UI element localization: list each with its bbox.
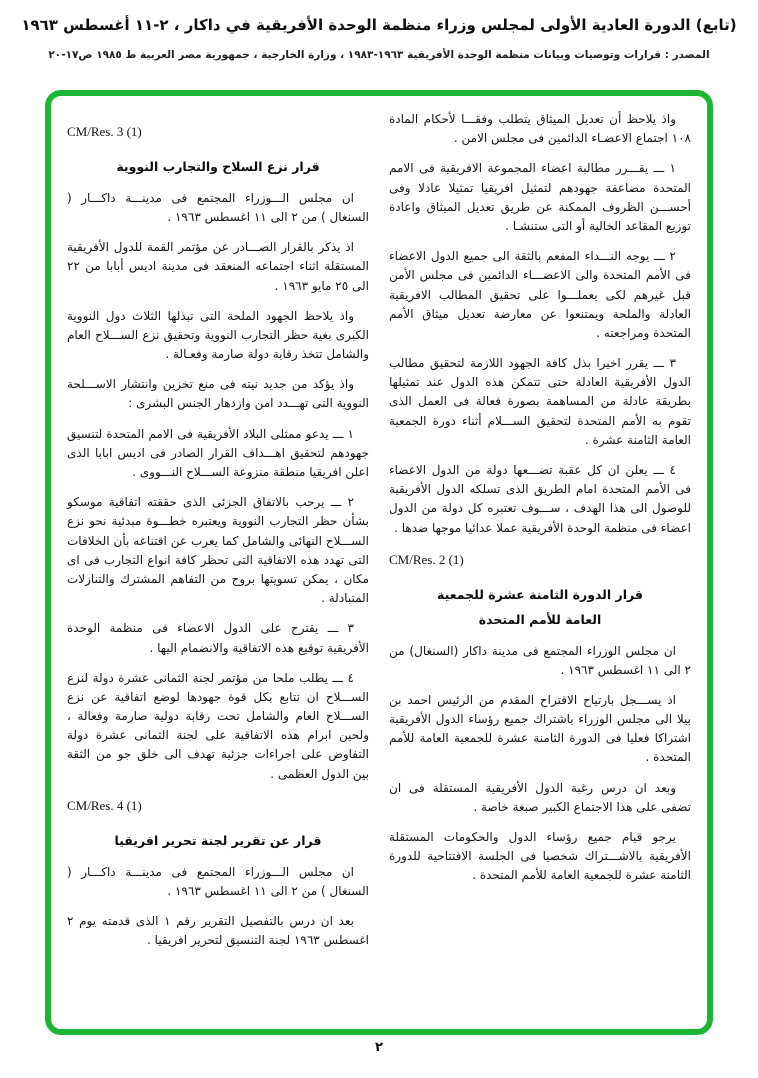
resolution-code: CM/Res. 4 (1) xyxy=(67,797,142,813)
paragraph: اذ يســـجل بارتياح الاقتراح المقدم من الرئيس احمد بن بيلا الى مجلس الوزراء باشتراك جميع رؤساء الدول الأفريقية اشتراكا فعليا فى الدورة الثامنة عشرة للجمعية العامة للأمم المتحدة . xyxy=(389,692,691,765)
paragraph: ٤ ـــ يعلن ان كل عقبة تضـــعها دولة من الدول الاعضاء فى الأمم المتحدة امام الطريق الذى تسلكه الدول الأفريقية للوصول الى هذا الهدف ، ســـوف تعتبره كل دولة من الدول اعضاء فى منظمة الوحدة الأفريقية عملا عدائيا موجها ضدها . xyxy=(389,463,691,535)
resolution-title: قرار عن تقرير لجنة تحرير افريقيا xyxy=(114,832,322,848)
column-left xyxy=(67,110,369,1019)
paragraph: ان مجلس الوزراء المجتمع فى مدينة داكار (السنغال) من ٢ الى ١١ اغسطس ١٩٦٣ . xyxy=(389,643,691,677)
paragraph: ٢ ـــ يوجه النـــداء المفعم بالثقة الى جميع الدول الاعضاء فى الأمم المتحدة والى الاعضـــاء الدائمين فى مجلس الأمن قبل غيرهم لكى يعملـــوا على تحقيق المطالب الافريقية العادلة والملحة ويمتنعوا عن معارضة تعديل ميثاق الأمم المتحدة ومراجعته . xyxy=(389,249,691,340)
paragraph: ٤ ـــ يطلب ملحا من مؤتمر لجنة الثمانى عشرة دولة لنزع الســـلاح ان تتابع بكل قوة جهودها لوضع اتفاقية عن نزع الســـلاح العام والشامل تحت رقابة دولية صارمة وفعالة ، ولحين ابرام هذه الاتفاقية على لجنة الثمانى عشرة دولة التفاوض على اجراءات جزئية تهدف الى خلق جو من الثقة بين الدول العظمى . xyxy=(67,670,369,781)
resolution-title: العامة للأمم المتحدة xyxy=(478,611,602,627)
paragraph: ١ ـــ يدعو ممثلى البلاد الأفريقية فى الامم المتحدة لتنسيق جهودهم لتحقيق اهـــداف القرار الصادر فى اديس ابابا الذى اعلن افريقيا منطقة منزوعة الســـلاح النـــووى . xyxy=(67,426,369,480)
document-title: (تابع) الدورة العادية الأولى لمجلس وزراء منظمة الوحدة الأفريقية في داكار ، ٢-١١ أغسطس ١٩٦٣ xyxy=(21,16,737,34)
paragraph: ٣ ـــ يقترح على الدول الاعضاء فى منظمة الوحدة الأفريقية توقيع هذه الاتفاقية والانضمام اليها . xyxy=(67,621,369,655)
paragraph: بعد ان درس بالتفصيل التقرير رقم ١ الذى قدمته يوم ٢ اغسطس ١٩٦٣ لجنة التنسيق لتحرير افريقيا . xyxy=(67,914,369,948)
resolution-code: CM/Res. 3 (1) xyxy=(67,124,142,139)
content-frame xyxy=(45,90,713,1035)
paragraph: ١ ـــ يقـــرر مطالبة اعضاء المجموعة الافريقية فى الامم المتحدة مضاعفة جهودهم لتمثيل افريقيا تمثيلا عادلا وفى أحســـن الظروف الممكنة عن طريق تعديل الميثاق واعادة توزيع المقاعد الخالية أو التى ستنشـا . xyxy=(389,161,691,233)
paragraph: اذ يذكر بالقرار الصـــادر عن مؤتمر القمة للدول الأفريقية المستقلة اثناء اجتماعه المنعقد فى مدينة اديس أبابا من ٢٢ الى ٢٥ مايو ١٩٦٣ . xyxy=(67,240,369,293)
resolution-code: CM/Res. 2 (1) xyxy=(389,551,464,567)
paragraph: ان مجلس الـــوزراء المجتمع فى مدينـــة داكـــار ( السنغال ) من ٢ الى ١١ اغسطس ١٩٦٣ . xyxy=(67,864,369,898)
paragraph: واذ يلاحظ الجهود الملحة التى تبذلها الثلاث دول النووية الكبرى بغية حظر التجارب النووية وتحقيق نزع الســـلاح العام والشامل تتخذ رقابة دولة صارمة وفعـالة . xyxy=(67,308,369,362)
resolution-title: قرار نزع السلاح والتجارب النووية xyxy=(116,158,320,174)
paragraph: ان مجلس الـــوزراء المجتمع فى مدينـــة داكـــار ( السنغال ) من ٢ الى ١١ اغسطس ١٩٦٣ . xyxy=(67,190,369,224)
paragraph: واذ يؤكد من جديد نيته فى منع تخزين وانتشار الاســـلحة النووية التى تهـــدد امن وازدهار الجنس البشرى : xyxy=(67,377,369,411)
paragraph: وبعد ان درس رغبة الدول الأفريقية المستقلة فى ان تضفى على هذا الاجتماع الكبير صبغة خاصة . xyxy=(389,780,691,814)
page-number: ٢ xyxy=(375,1040,383,1055)
paragraph: يرجو قيام جميع رؤساء الدول والحكومات المستقلة الأفريقية بالاشـــتراك شخصيا فى الجلسة الافتتاحية للدورة الثامنة عشرة للجمعية العامة للأمم المتحدة . xyxy=(389,830,691,883)
resolution-title: قرار الدورة الثامنة عشرة للجمعية xyxy=(437,586,643,602)
source-line: المصدر : قرارات وتوصيات وبيانات منظمة الوحدة الأفريقية ١٩٦٣-١٩٨٣ ، وزارة الخارجية ، جمهورية مصر العربية ط ١٩٨٥ ص١٧-٢٠ xyxy=(48,49,710,61)
paragraph: واذ يلاحظ أن تعديل الميثاق يتطلب وفقـــا لأحكام المادة ١٠٨ اجتماع الاعضـاء الدائمين فى مجلس الامن . xyxy=(389,112,691,146)
column-right xyxy=(389,110,691,1019)
paragraph: ٣ ـــ يقرر اخيرا بذل كافة الجهود اللازمة لتحقيق مطالب الدول الأفريقية العادلة حتى تتمكن هذه الدول عند تمثيلها بطريقة عادلة من المساهمة بصورة فعالة فى العمل الذى تقوم به الأمم المتحدة لتحقيق الســـلام أثناء دورة الجمعية العامة الثامنة عشرة . xyxy=(389,356,691,447)
paragraph: ٢ ـــ يرحب بالاتفاق الجزئى الذى حققته اتفاقية موسكو بشأن حظر التجارب النووية ويعتبره خطـــوة مبدئية نحو نزع الســـلاح النهائى والشامل كما يعرب عن اقتناعه بأن الخلافات التى تهدد هذه الاتفاقية التى تحظر كافة انواع التجارب فى اى مكان ، يمكن تسويتها بروح من التفاهم المشترك والتنازلات المتبادلة . xyxy=(67,495,369,606)
